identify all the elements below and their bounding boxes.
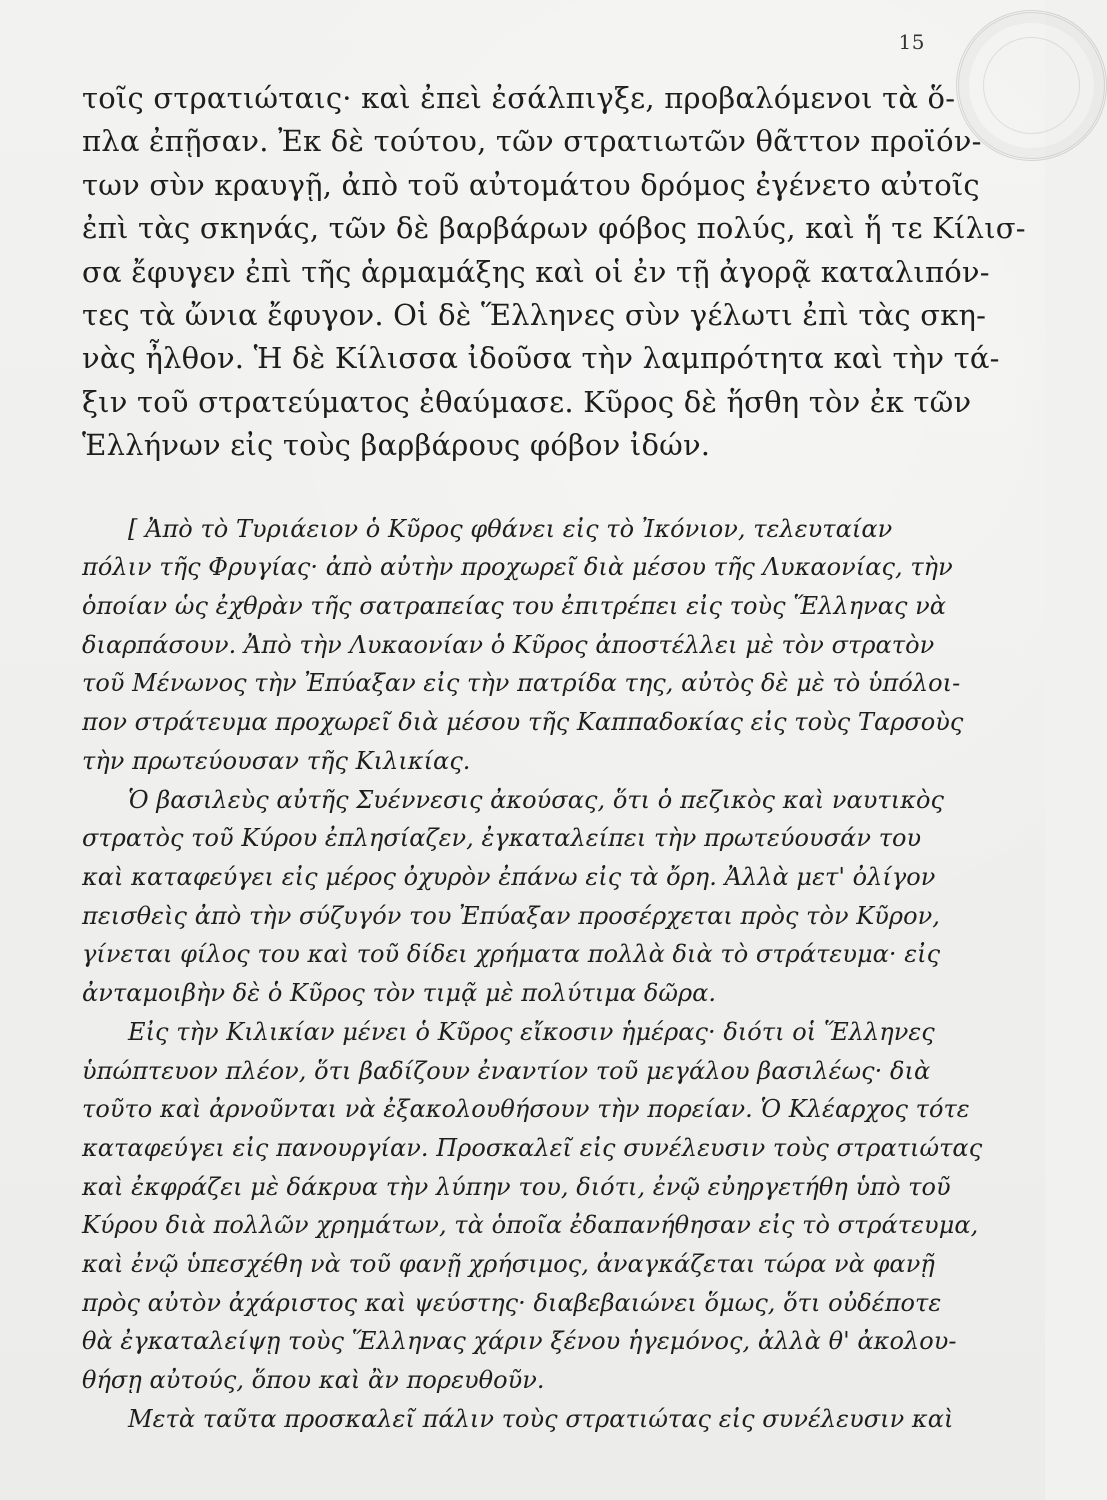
commentary-line: ἀνταμοιβὴν δὲ ὁ Κῦρος τὸν τιμᾷ μὲ πολύτιμα δῶρα.	[82, 979, 717, 1008]
commentary-line: καταφεύγει εἰς πανουργίαν. Προσκαλεῖ εἰς συνέλευσιν τοὺς στρατιώτας	[82, 1133, 983, 1162]
commentary-line: στρατὸς τοῦ Κύρου ἐπλησίαζεν, ἐγκαταλείπει τὴν πρωτεύουσάν του	[82, 824, 922, 853]
commentary-line: Εἰς τὴν Κιλικίαν μένει ὁ Κῦρος εἴκοσιν ἡμέρας· διότι οἱ Ἕλληνες	[128, 1017, 935, 1046]
page-content	[82, 77, 1026, 1439]
text-line: πλα ἐπῇσαν. Ἐκ δὲ τούτου, τῶν στρατιωτῶν θᾶττον προϊόν-	[82, 124, 982, 159]
text-line: των σὺν κραυγῇ, ἀπὸ τοῦ αὐτομάτου δρόμος ἐγένετο αὐτοῖς	[82, 167, 980, 202]
commentary-line: καὶ ἐνῷ ὑπεσχέθη νὰ τοῦ φανῇ χρήσιμος, ἀναγκάζεται τώρα νὰ φανῇ	[82, 1250, 935, 1279]
text-line: τες τὰ ὤνια ἔφυγον. Οἱ δὲ Ἕλληνες σὺν γέλωτι ἐπὶ τὰς σκη-	[82, 298, 987, 333]
text-line: τοῖς στρατιώταις· καὶ ἐπεὶ ἐσάλπιγξε, προβαλόμενοι τὰ ὅ-	[82, 81, 956, 115]
commentary-line: τοῦτο καὶ ἀρνοῦνται νὰ ἐξακολουθήσουν τὴν πορείαν. Ὁ Κλέαρχος τότε	[82, 1095, 970, 1124]
commentary-line: ὑπώπτευον πλέον, ὅτι βαδίζουν ἐναντίον τοῦ μεγάλου βασιλέως· διὰ	[82, 1056, 931, 1085]
commentary-line: θὰ ἐγκαταλείψῃ τοὺς Ἕλληνας χάριν ξένου ἡγεμόνος, ἀλλὰ θ' ἀκολου-	[82, 1327, 957, 1356]
page-number: 15	[898, 30, 925, 54]
text-line: νὰς ἦλθον. Ἡ δὲ Κίλισσα ἰδοῦσα τὴν λαμπρότητα καὶ τὴν τά-	[82, 341, 1000, 376]
text-line: Ἑλλήνων εἰς τοὺς βαρβάρους φόβον ἰδών.	[82, 428, 711, 463]
commentary-line: τὴν πρωτεύουσαν τῆς Κιλικίας.	[82, 746, 471, 775]
commentary-line: πον στράτευμα προχωρεῖ διὰ μέσου τῆς Καππαδοκίας εἰς τοὺς Ταρσοὺς	[82, 708, 964, 737]
commentary-line: Κύρου διὰ πολλῶν χρημάτων, τὰ ὁποῖα ἐδαπανήθησαν εἰς τὸ στράτευμα,	[82, 1211, 979, 1240]
commentary-line: γίνεται φίλος του καὶ τοῦ δίδει χρήματα πολλὰ διὰ τὸ στράτευμα· εἰς	[82, 940, 941, 969]
text-line: ξιν τοῦ στρατεύματος ἐθαύμασε. Κῦρος δὲ ἥσθη τὸν ἐκ τῶν	[82, 384, 972, 419]
commentary-line: πρὸς αὐτὸν ἀχάριστος καὶ ψεύστης· διαβεβαιώνει ὅμως, ὅτι οὐδέποτε	[82, 1288, 942, 1317]
commentary-line: τοῦ Μένωνος τὴν Ἐπύαξαν εἰς τὴν πατρίδα της, αὐτὸς δὲ μὲ τὸ ὑπόλοι-	[82, 669, 961, 698]
commentary-line: καὶ καταφεύγει εἰς μέρος ὀχυρὸν ἐπάνω εἰς τὰ ὄρη. Ἀλλὰ μετ' ὀλίγον	[82, 862, 936, 891]
commentary-line: θήσῃ αὐτούς, ὅπου καὶ ἂν πορευθοῦν.	[82, 1366, 545, 1395]
commentary-line: πόλιν τῆς Φρυγίας· ἀπὸ αὐτὴν προχωρεῖ διὰ μέσου τῆς Λυκαονίας, τὴν	[82, 553, 953, 582]
text-line: σα ἔφυγεν ἐπὶ τῆς ἁρμαμάξης καὶ οἱ ἐν τῇ ἀγορᾷ καταλιπόν-	[82, 254, 990, 289]
commentary-line: καὶ ἐκφράζει μὲ δάκρυα τὴν λύπην του, διότι, ἐνῷ εὐηργετήθη ὑπὸ τοῦ	[82, 1172, 951, 1201]
commentary-line: πεισθεὶς ἀπὸ τὴν σύζυγόν του Ἐπύαξαν προσέρχεται πρὸς τὸν Κῦρον,	[82, 901, 940, 930]
commentary-line: Ὁ βασιλεὺς αὐτῆς Συέννεσις ἀκούσας, ὅτι ὁ πεζικὸς καὶ ναυτικὸς	[128, 785, 944, 814]
text-line: ἐπὶ τὰς σκηνάς, τῶν δὲ βαρβάρων φόβος πολύς, καὶ ἥ τε Κίλισ-	[82, 211, 1026, 246]
commentary-text	[82, 510, 983, 1439]
commentary-line: [ Ἀπὸ τὸ Τυριάειον ὁ Κῦρος φθάνει εἰς τὸ Ἰκόνιον, τελευταίαν	[128, 514, 893, 543]
commentary-line: Μετὰ ταῦτα προσκαλεῖ πάλιν τοὺς στρατιώτας εἰς συνέλευσιν καὶ	[128, 1404, 954, 1433]
main-greek-text	[82, 77, 1026, 468]
commentary-line: ὁποίαν ὡς ἐχθρὰν τῆς σατραπείας του ἐπιτρέπει εἰς τοὺς Ἕλληνας νὰ	[82, 592, 947, 621]
commentary-line: διαρπάσουν. Ἀπὸ τὴν Λυκαονίαν ὁ Κῦρος ἀποστέλλει μὲ τὸν στρατὸν	[82, 630, 935, 659]
